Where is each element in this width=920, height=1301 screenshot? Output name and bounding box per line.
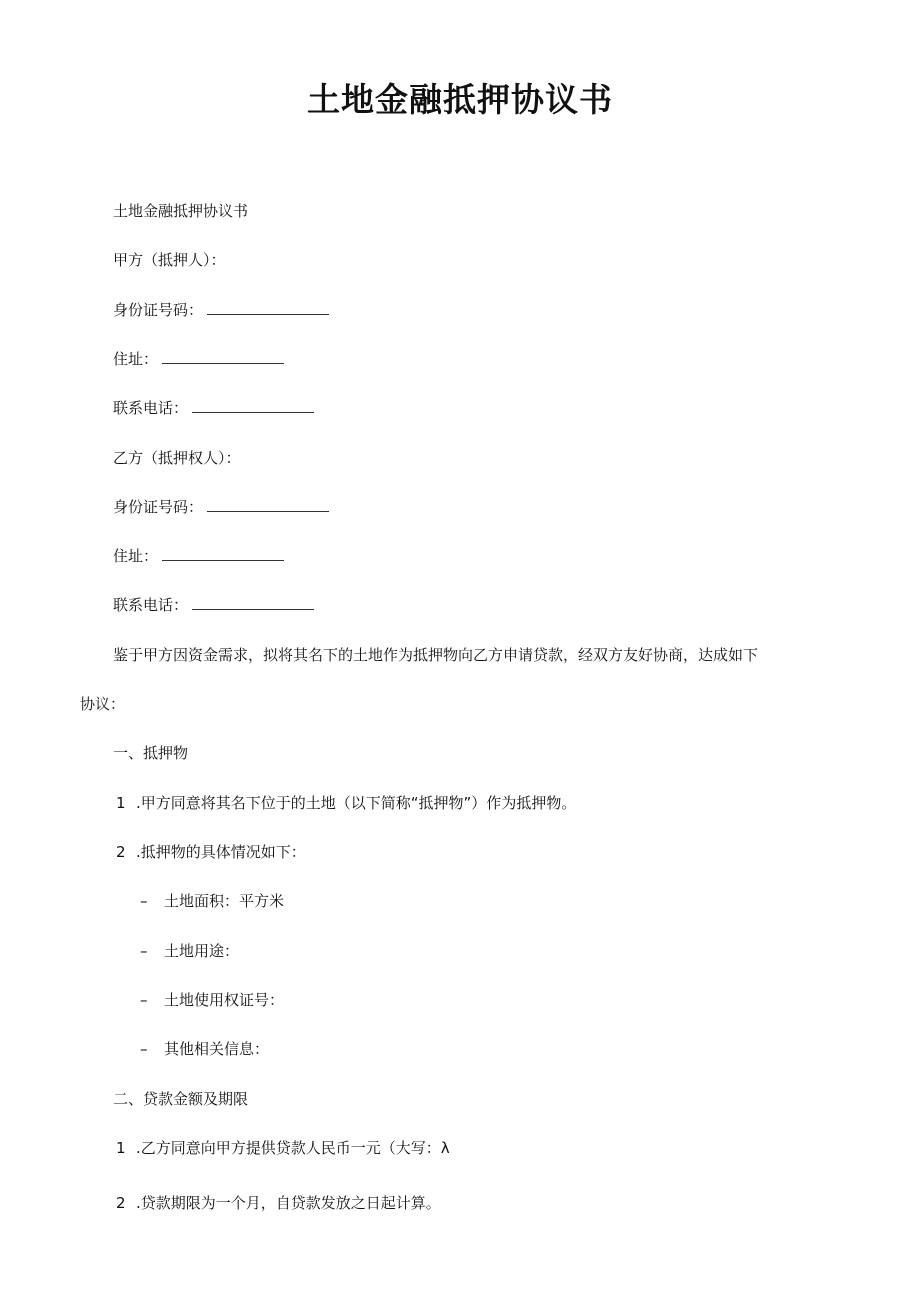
detail-other-info (140, 1038, 269, 1060)
item-text: .贷款期限为一个月，自贷款发放之日起计算。 (136, 1194, 441, 1212)
party-b-address-blank (162, 546, 284, 561)
section-2-heading: 二、贷款金额及期限 (113, 1090, 249, 1108)
item-text: .乙方同意向甲方提供贷款人民币一元（大写：λ (136, 1139, 450, 1157)
preamble-line-2: 协议： (80, 695, 126, 713)
item-number: 1 (116, 794, 126, 812)
party-a-id-label: 身份证号码： (113, 301, 204, 319)
party-a-id-row (113, 299, 329, 321)
item-number: 2 (116, 843, 126, 861)
detail-text: 土地面积：平方米 (164, 892, 285, 910)
party-a-address-blank (162, 349, 284, 364)
detail-land-area (140, 890, 284, 912)
party-a-address-label: 住址： (113, 350, 159, 368)
item-text: .抵押物的具体情况如下： (136, 843, 306, 861)
preamble-line-1: 鉴于甲方因资金需求，拟将其名下的土地作为抵押物向乙方申请贷款，经双方友好协商，达成如下 (113, 646, 759, 664)
party-a-phone-blank (192, 398, 314, 413)
document-subtitle: 土地金融抵押协议书 (113, 202, 249, 220)
detail-land-use (140, 940, 239, 962)
item-number: 1 (116, 1139, 126, 1157)
party-a-heading: 甲方（抵押人）： (113, 251, 226, 269)
party-b-id-row (113, 496, 329, 518)
party-b-phone-row (113, 594, 314, 616)
party-a-phone-row (113, 397, 314, 419)
party-b-address-label: 住址： (113, 547, 159, 565)
party-b-heading: 乙方（抵押权人）： (113, 449, 241, 467)
dash-bullet: – (140, 892, 148, 910)
dash-bullet: – (140, 991, 148, 1009)
dash-bullet: – (140, 942, 148, 960)
section-1-item-1 (116, 792, 576, 814)
detail-certificate-number (140, 989, 284, 1011)
detail-text: 土地用途： (164, 942, 240, 960)
item-number: 2 (116, 1194, 126, 1212)
party-b-address-row (113, 545, 284, 567)
section-1-item-2 (116, 841, 306, 863)
party-b-id-blank (207, 497, 329, 512)
party-b-phone-label: 联系电话： (113, 596, 189, 614)
item-text: .甲方同意将其名下位于的土地（以下简称“抵押物”）作为抵押物。 (136, 794, 577, 812)
section-2-item-2 (116, 1192, 441, 1214)
party-b-phone-blank (192, 595, 314, 610)
party-a-phone-label: 联系电话： (113, 399, 189, 417)
party-a-id-blank (207, 300, 329, 315)
document-title: 土地金融抵押协议书 (307, 80, 613, 119)
party-b-id-label: 身份证号码： (113, 498, 204, 516)
detail-text: 其他相关信息： (164, 1040, 270, 1058)
section-2-item-1 (116, 1137, 450, 1159)
section-1-heading: 一、抵押物 (113, 744, 189, 762)
dash-bullet: – (140, 1040, 148, 1058)
party-a-address-row (113, 348, 284, 370)
detail-text: 土地使用权证号： (164, 991, 285, 1009)
